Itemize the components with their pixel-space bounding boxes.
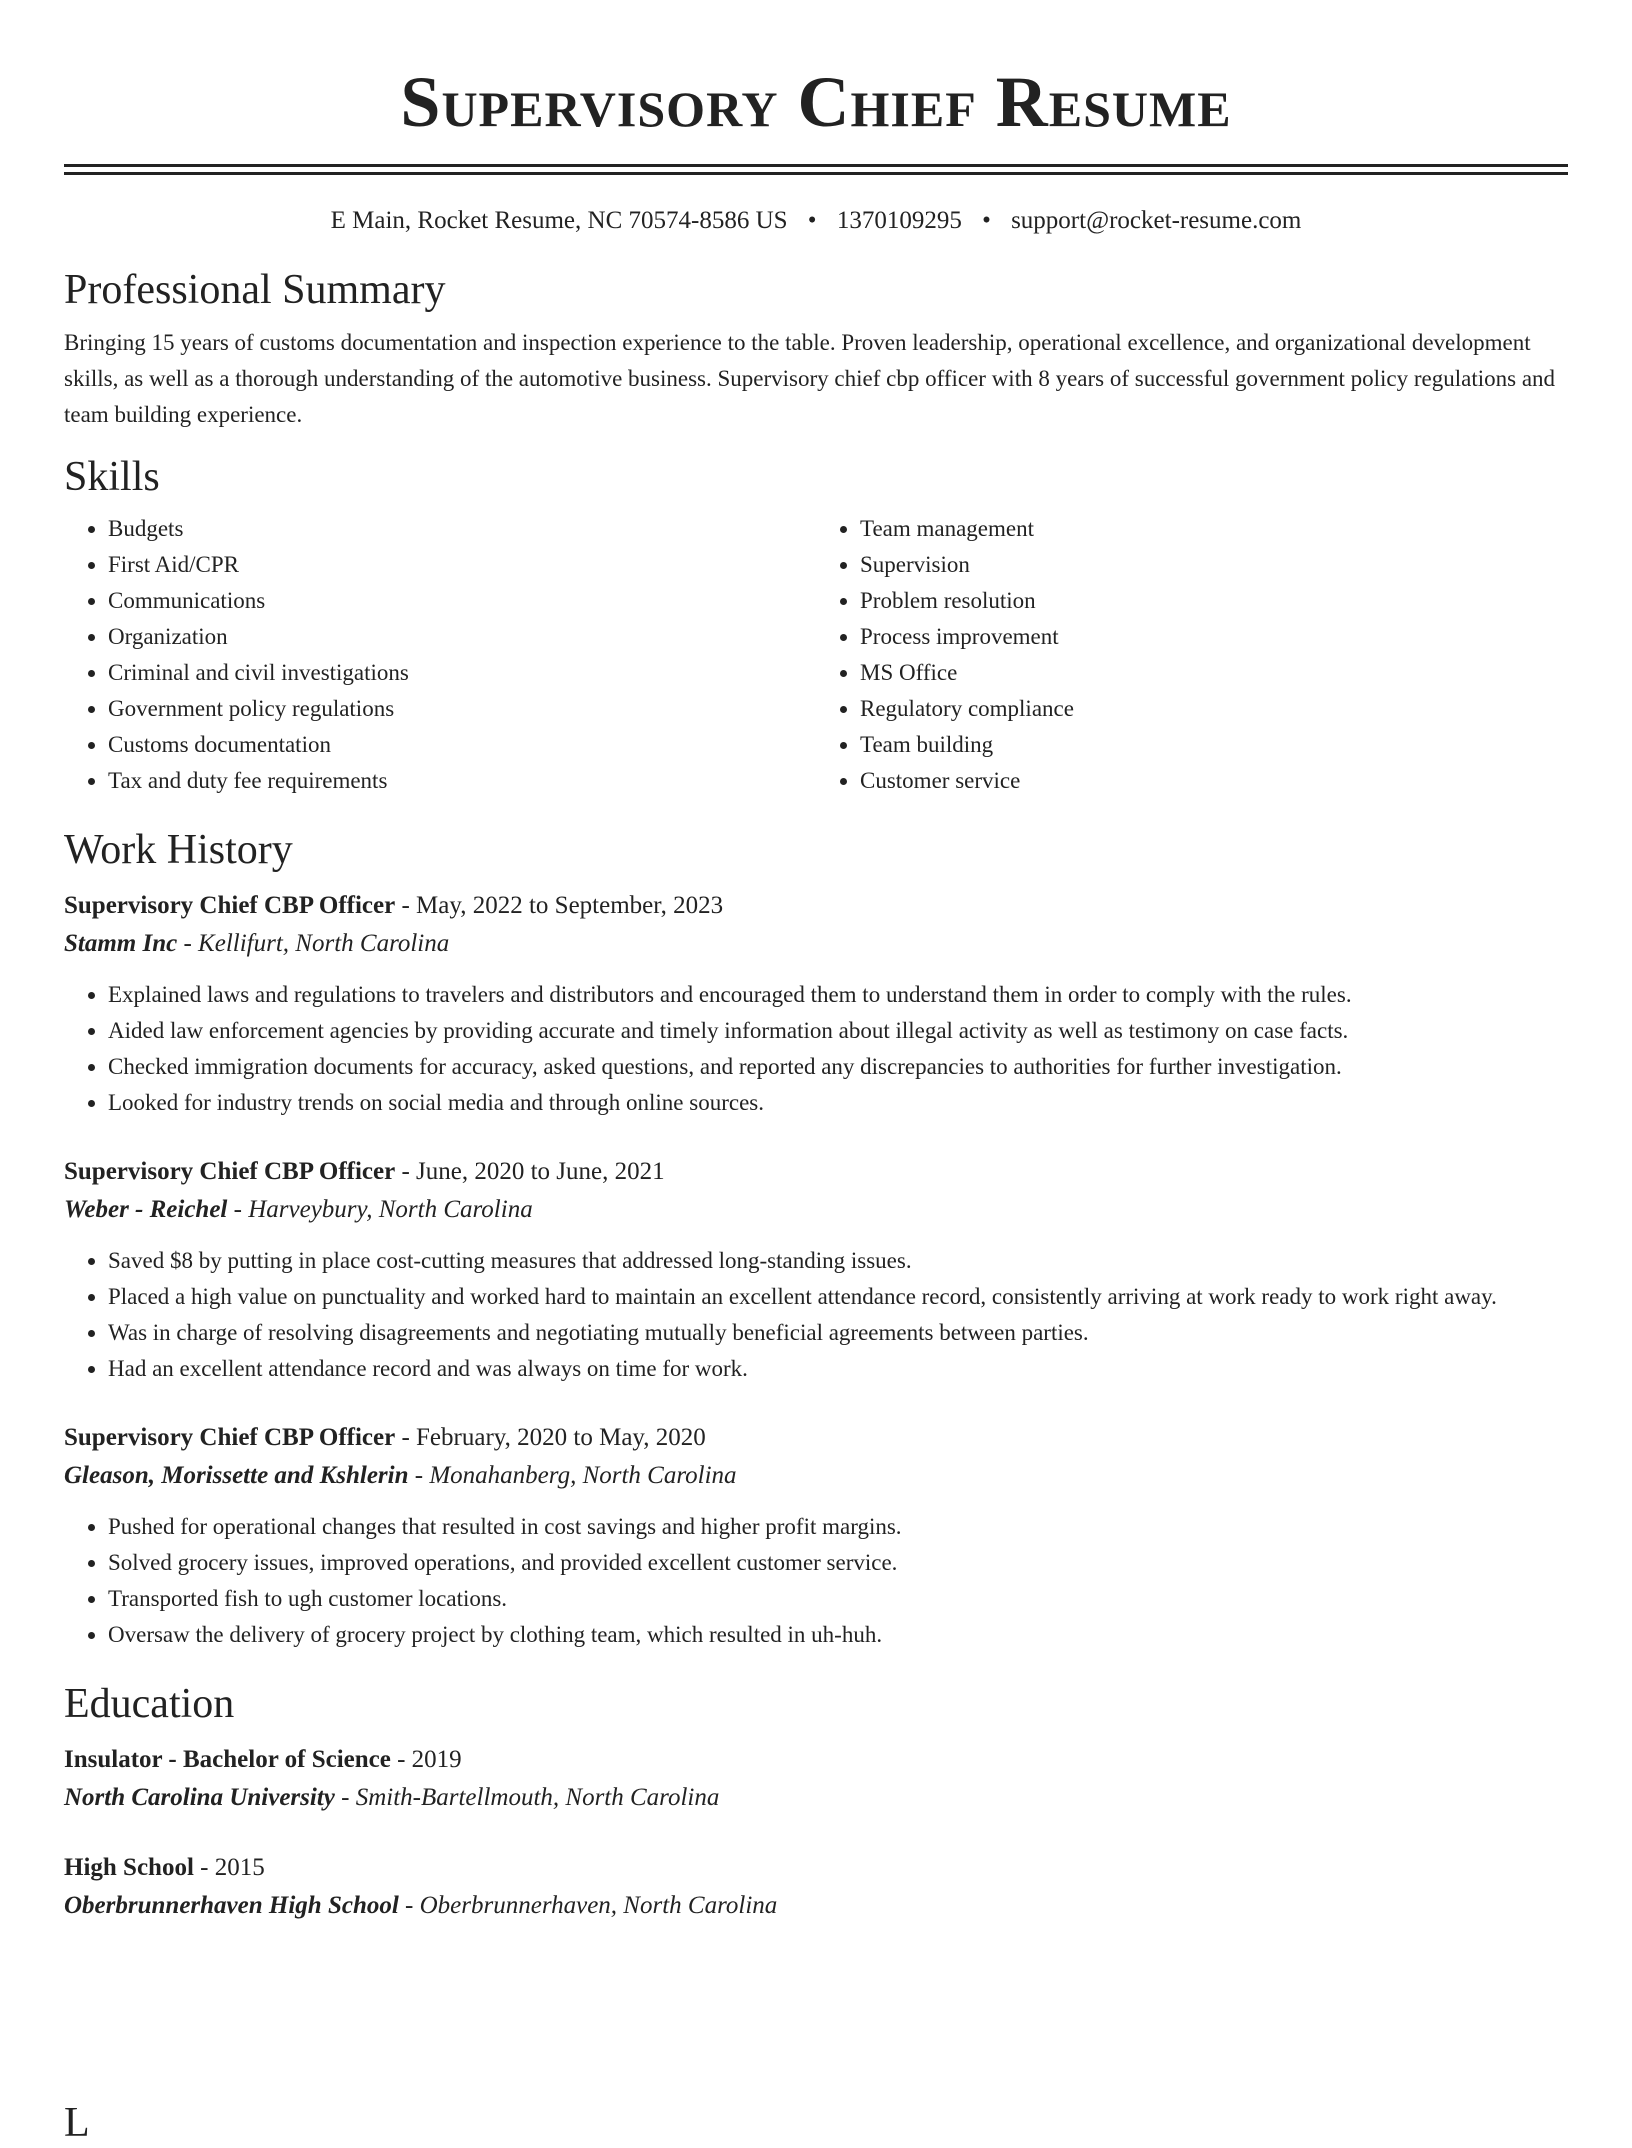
job-bullet: • Transported fish to ugh customer locations. bbox=[108, 1581, 1568, 1617]
education-heading: Education bbox=[64, 1681, 235, 1727]
education-degree: High School bbox=[64, 1854, 194, 1881]
job-location: - Monahanberg, North Carolina bbox=[408, 1462, 737, 1489]
education-institution bbox=[64, 1887, 1568, 1925]
skills-heading: Skills bbox=[64, 454, 160, 500]
job-bullet: • Looked for industry trends on social media and through online sources. bbox=[108, 1085, 1568, 1121]
title-divider-top bbox=[64, 164, 1568, 167]
skill-item: • Team management bbox=[860, 511, 1568, 547]
job-bullet: • Had an excellent attendance record and was always on time for work. bbox=[108, 1351, 1568, 1387]
contact-phone: 1370109295 bbox=[836, 207, 962, 234]
contact-line bbox=[64, 203, 1568, 239]
skill-item: • Communications bbox=[108, 583, 816, 619]
skill-item: • Customs documentation bbox=[108, 727, 816, 763]
job-bullets bbox=[64, 1509, 1568, 1653]
skill-item: • Budgets bbox=[108, 511, 816, 547]
education-year: - 2015 bbox=[193, 1854, 265, 1881]
contact-email: support@rocket-resume.com bbox=[1011, 207, 1302, 234]
skill-item: • Organization bbox=[108, 619, 816, 655]
skills-list-right bbox=[816, 511, 1568, 799]
job-company: Stamm Inc bbox=[64, 930, 178, 957]
job-employer bbox=[64, 1457, 1568, 1495]
next-section-heading-partial: L bbox=[64, 2100, 90, 2146]
skill-item: • Team building bbox=[860, 727, 1568, 763]
education-school: Oberbrunnerhaven High School bbox=[64, 1892, 399, 1919]
education-year: - 2019 bbox=[390, 1746, 462, 1773]
job-location: - Kellifurt, North Carolina bbox=[177, 930, 450, 957]
job-company: Gleason, Morissette and Kshlerin bbox=[64, 1462, 409, 1489]
skill-item: • Process improvement bbox=[860, 619, 1568, 655]
skill-item: • First Aid/CPR bbox=[108, 547, 816, 583]
contact-separator: • bbox=[807, 207, 817, 234]
job-entry bbox=[64, 887, 1568, 1121]
skill-item: • Regulatory compliance bbox=[860, 691, 1568, 727]
skill-item: • Problem resolution bbox=[860, 583, 1568, 619]
job-title: Supervisory Chief CBP Officer bbox=[64, 1158, 396, 1185]
skill-item: • Supervision bbox=[860, 547, 1568, 583]
skills-list-left bbox=[64, 511, 816, 799]
education-header bbox=[64, 1741, 1568, 1779]
education-entry bbox=[64, 1849, 1568, 1925]
work-history-heading: Work History bbox=[64, 827, 293, 873]
education-location: - Smith-Bartellmouth, North Carolina bbox=[334, 1784, 720, 1811]
education-header bbox=[64, 1849, 1568, 1887]
job-entry bbox=[64, 1419, 1568, 1653]
job-bullet: • Checked immigration documents for accuracy, asked questions, and reported any discrepancies to authorities for further investigation. bbox=[108, 1049, 1568, 1085]
summary-heading: Professional Summary bbox=[64, 267, 446, 313]
job-company: Weber - Reichel bbox=[64, 1196, 228, 1223]
job-title: Supervisory Chief CBP Officer bbox=[64, 892, 396, 919]
job-bullets bbox=[64, 977, 1568, 1121]
job-dates: - June, 2020 to June, 2021 bbox=[395, 1158, 665, 1185]
skill-item: • Criminal and civil investigations bbox=[108, 655, 816, 691]
education-location: - Oberbrunnerhaven, North Carolina bbox=[398, 1892, 778, 1919]
contact-address: E Main, Rocket Resume, NC 70574-8586 US bbox=[330, 207, 788, 234]
job-dates: - February, 2020 to May, 2020 bbox=[395, 1424, 706, 1451]
skill-item: • Government policy regulations bbox=[108, 691, 816, 727]
education-school: North Carolina University bbox=[64, 1784, 335, 1811]
skill-item: • Tax and duty fee requirements bbox=[108, 763, 816, 799]
resume-page bbox=[64, 0, 1568, 1925]
job-header bbox=[64, 887, 1568, 925]
title-divider-bottom bbox=[64, 172, 1568, 175]
skill-item: • MS Office bbox=[860, 655, 1568, 691]
skills-columns bbox=[64, 511, 1568, 799]
job-entry bbox=[64, 1153, 1568, 1387]
job-title: Supervisory Chief CBP Officer bbox=[64, 1424, 396, 1451]
summary-text: Bringing 15 years of customs documentation and inspection experience to the table. Proven leadership, operational excellence, and organizational development skills, as well as a thorough understanding of the automotive business. Supervisory chief cbp officer with 8 years of successful government policy regulations and team building experience. bbox=[64, 330, 1556, 427]
job-bullet: • Placed a high value on punctuality and worked hard to maintain an excellent attendance record, consistently arriving at work ready to work right away. bbox=[108, 1279, 1568, 1315]
job-employer bbox=[64, 1191, 1568, 1229]
resume-title: Supervisory Chief Resume bbox=[400, 62, 1232, 142]
job-bullet: • Saved $8 by putting in place cost-cutting measures that addressed long-standing issues. bbox=[108, 1243, 1568, 1279]
job-header bbox=[64, 1419, 1568, 1457]
job-bullet: • Explained laws and regulations to travelers and distributors and encouraged them to understand them in order to comply with the rules. bbox=[108, 977, 1568, 1013]
education-institution bbox=[64, 1779, 1568, 1817]
job-location: - Harveybury, North Carolina bbox=[227, 1196, 533, 1223]
job-dates: - May, 2022 to September, 2023 bbox=[395, 892, 724, 919]
job-header bbox=[64, 1153, 1568, 1191]
education-degree: Insulator - Bachelor of Science bbox=[64, 1746, 391, 1773]
job-bullet: • Was in charge of resolving disagreements and negotiating mutually beneficial agreements between parties. bbox=[108, 1315, 1568, 1351]
skill-item: • Customer service bbox=[860, 763, 1568, 799]
job-bullet: • Oversaw the delivery of grocery project by clothing team, which resulted in uh-huh. bbox=[108, 1617, 1568, 1653]
job-bullet: • Solved grocery issues, improved operations, and provided excellent customer service. bbox=[108, 1545, 1568, 1581]
education-entry bbox=[64, 1741, 1568, 1817]
job-bullet: • Pushed for operational changes that resulted in cost savings and higher profit margins. bbox=[108, 1509, 1568, 1545]
contact-separator: • bbox=[982, 207, 991, 234]
job-bullet: • Aided law enforcement agencies by providing accurate and timely information about illegal activity as well as testimony on case facts. bbox=[108, 1013, 1568, 1049]
job-employer bbox=[64, 925, 1568, 963]
job-bullets bbox=[64, 1243, 1568, 1387]
